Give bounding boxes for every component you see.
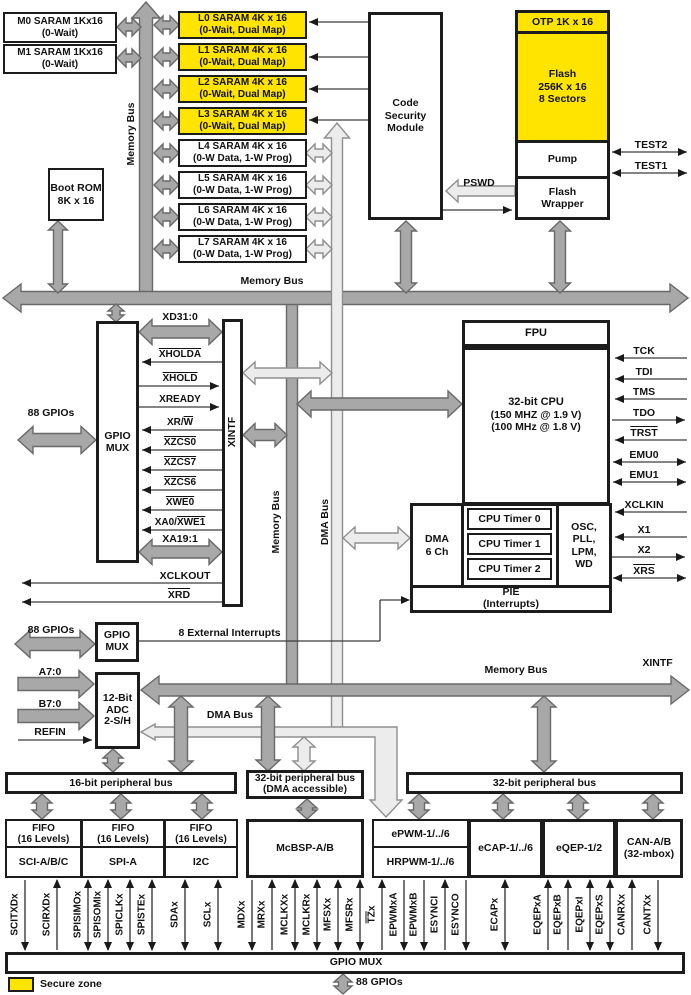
pin-label-tdo: TDO: [632, 407, 656, 419]
external-interrupts-label: 8 External Interrupts: [178, 627, 281, 639]
block-osc-pll-lpm-wd: OSC, PLL, LPM, WD: [556, 503, 612, 588]
csm-l3-line-head: [309, 116, 318, 124]
block-gpio-mux-1: GPIO MUX: [96, 321, 139, 563]
gpio-bar-88-link: [334, 974, 352, 994]
block-gpio-mux-2: GPIO MUX: [95, 622, 139, 662]
pin-label-mfsrx: MFSRx: [344, 897, 356, 932]
block-cpu-timer-0: CPU Timer 0: [467, 508, 552, 530]
block-boot-rom: Boot ROM 8K x 16: [48, 168, 104, 221]
adc-p16-link: [103, 749, 123, 772]
pin-label-tms: TMS: [632, 386, 656, 398]
xd31-bus: [139, 320, 222, 345]
block-l7-saram: L7 SARAM 4K x 16 (0-W Data, 1-W Prog): [178, 235, 307, 263]
signal-label-xrd: $\overline{XRD}$: [167, 589, 191, 601]
pin-label-canrxx: CANRXx: [616, 893, 628, 936]
l6-dma-link: [306, 208, 332, 226]
block-m0-saram: M0 SARAM 1Kx16 (0-Wait): [3, 12, 117, 43]
block-l6-saram: L6 SARAM 4K x 16 (0-W Data, 1-W Prog): [178, 203, 307, 231]
signal-label-xa19: XA19:1: [162, 533, 198, 545]
block-fifo-spi: FIFO (16 Levels): [81, 819, 165, 849]
l4-dma-link: [306, 144, 332, 162]
memory-bus-top-vertical-label: Memory Bus: [125, 102, 137, 166]
block-can: CAN-A/B (32-mbox): [615, 819, 683, 878]
pin-label-spistex: SPISTEx: [136, 893, 148, 936]
block-dma-6ch: DMA 6 Ch: [410, 503, 464, 588]
pin-label-esynci: ESYNCI: [429, 895, 441, 934]
p16-fifo2-link: [111, 794, 131, 819]
csm-bus-link: [396, 221, 417, 293]
m0-bus-link: [117, 18, 141, 36]
block-pump: Pump: [515, 140, 610, 179]
block-m1-saram: M1 SARAM 1Kx16 (0-Wait): [3, 44, 117, 74]
xintf-right-label: XINTF: [642, 657, 673, 669]
block-flash: Flash 256K x 16 8 Sectors: [515, 31, 610, 143]
pin-label-epwmxb: EPWMxB: [408, 892, 420, 937]
block-l0-saram: L0 SARAM 4K x 16 (0-Wait, Dual Map): [178, 11, 307, 39]
pin-label-test1: TEST1: [634, 160, 668, 172]
block-fpu: FPU: [462, 320, 610, 347]
pin-label-emu1: EMU1: [629, 469, 659, 481]
signal-label-xzcs6: XZCS6: [163, 477, 197, 488]
block-l1-saram: L1 SARAM 4K x 16 (0-Wait, Dual Map): [178, 43, 307, 71]
signal-label-xd31: XD31:0: [162, 311, 198, 323]
signal-label-refin: REFIN: [34, 726, 66, 738]
gpio-mux-bar-label: GPIO MUX: [329, 956, 383, 968]
dma-block-link: [343, 527, 410, 549]
pin-label-x1: X1: [637, 524, 651, 536]
p16-fifo1-link: [32, 794, 52, 819]
membus-p32-link: [532, 696, 556, 772]
pin-label-x2: X2: [637, 544, 651, 556]
block-adc: 12-Bit ADC 2-S/H: [95, 672, 140, 749]
p32-can-link: [643, 794, 663, 819]
signal-label-xzcs0: XZCS0: [163, 437, 197, 448]
l2-bus-link: [154, 80, 179, 98]
block-pie: PIE (Interrupts): [410, 585, 612, 613]
block-32bit-peripheral-bus-dma: 32-bit peripheral bus (DMA accessible): [246, 770, 364, 799]
secure-zone-swatch: [8, 977, 34, 992]
pin-label-mdxx: MDXx: [236, 900, 248, 929]
block-cpu-timer-2: CPU Timer 2: [467, 558, 552, 580]
block-epwm: ePWM-1/../6: [372, 819, 469, 849]
pin-label-sclx: SCLx: [202, 901, 214, 928]
p32dma-mcbsp-link: [297, 799, 317, 819]
csm-l2-line-head: [309, 85, 318, 93]
signal-label-xrw: $XR/\overline{W}$: [166, 417, 194, 428]
signal-label-xhold: XHOLD: [162, 373, 198, 384]
dma-bus-bottom-label: DMA Bus: [206, 709, 254, 721]
block-hrpwm: HRPWM-1/../6: [372, 846, 469, 878]
block-l2-saram: L2 SARAM 4K x 16 (0-Wait, Dual Map): [178, 75, 307, 103]
pin-label-scirxdx: SCIRXDx: [41, 892, 53, 937]
pin-label-sdax: SDAx: [169, 901, 181, 928]
signal-label-xa0-xwe1: XA0/XWE1: [154, 517, 206, 528]
block-sci: SCI-A/B/C: [5, 846, 82, 878]
p32-eqep-link: [568, 794, 588, 819]
secure-zone-label: Secure zone: [40, 978, 102, 990]
pin-label-mrxx: MRXx: [256, 900, 268, 929]
pin-label-eqepxs: EQEPxS: [594, 894, 606, 935]
pin-label-eqepxb: EQEPxB: [552, 894, 564, 935]
l7-bus-link: [154, 240, 179, 258]
l5-dma-link: [306, 176, 332, 194]
pin-label-test2: TEST2: [634, 139, 668, 151]
gpios-88-label-2: 88 GPIOs: [27, 624, 75, 636]
pin-label-tck: TCK: [633, 345, 655, 357]
p32-ecap-link: [493, 794, 513, 819]
memory-bus-top-label: Memory Bus: [240, 275, 304, 287]
l1-bus-link: [154, 48, 179, 66]
signal-label-xwe0: XWE0: [165, 497, 195, 508]
pin-label-eqepxa: EQEPxA: [532, 894, 544, 935]
memory-bus-bottom-horizontal: [141, 676, 689, 704]
xrd-line-head: [22, 598, 31, 606]
block-flash-wrapper: Flash Wrapper: [515, 176, 610, 220]
dma-bus-vertical-label: DMA Bus: [319, 498, 331, 546]
gpios-88-label-1: 88 GPIOs: [27, 407, 75, 419]
signal-label-a70: A7:0: [38, 666, 62, 678]
block-i2c: I2C: [164, 846, 238, 878]
pin-label-spisimox: SPISIMOx: [72, 890, 84, 939]
pin-label-mclkxx: MCLKXx: [279, 893, 291, 936]
signal-label-xclkout: XCLKOUT: [159, 570, 211, 582]
pin-label-emu0: EMU0: [629, 449, 659, 461]
gpios-88-bottom-label: 88 GPIOs: [356, 976, 403, 988]
block-l3-saram: L3 SARAM 4K x 16 (0-Wait, Dual Map): [178, 107, 307, 135]
pin-label-xclkin: XCLKIN: [624, 499, 664, 511]
pin-label-xrs: $\overline{XRS}$: [633, 565, 655, 577]
block-fifo-i2c: FIFO (16 Levels): [164, 819, 238, 849]
csm-wrapper-line-head: [503, 206, 512, 214]
p32-epwm-link: [409, 794, 429, 819]
pin-label-trst: TRST: [630, 427, 658, 439]
block-spi: SPI-A: [81, 846, 165, 878]
ext-int-line-head: [401, 596, 410, 604]
pin-label-spiclkx: SPICLKx: [114, 893, 126, 936]
pin-label-ecapx: ECAPx: [489, 897, 501, 932]
block-code-security-module: Code Security Module: [368, 12, 443, 220]
memory-bus-bottom-label: Memory Bus: [484, 664, 548, 676]
signal-label-xholda: XHOLDA: [158, 349, 202, 360]
block-eqep: eQEP-1/2: [542, 819, 616, 878]
block-cpu-timer-1: CPU Timer 1: [467, 533, 552, 555]
xintf-membus-link: [243, 424, 287, 447]
gpios-88-arrow-1: [18, 427, 96, 454]
block-fifo-sci: FIFO (16 Levels): [5, 819, 82, 849]
xclkout-line-head: [22, 579, 31, 587]
block-16bit-peripheral-bus: 16-bit peripheral bus: [5, 772, 237, 794]
gpio-mux1-bus-link: [108, 304, 124, 322]
pin-label-spisomix: SPISOMIx: [92, 890, 104, 939]
signal-label-b70: B7:0: [38, 698, 62, 710]
pin-label-epwmxa: EPWMxA: [388, 892, 400, 937]
l3-bus-link: [154, 112, 179, 130]
block-l4-saram: L4 SARAM 4K x 16 (0-W Data, 1-W Prog): [178, 139, 307, 167]
l6-bus-link: [154, 208, 179, 226]
membus-cpu-link: [297, 391, 462, 417]
pswd-label: PSWD: [463, 177, 495, 189]
m1-bus-link: [117, 49, 141, 67]
pin-label-eqepxi: EQEPxI: [574, 896, 586, 933]
pin-label-tzx: $\overline{TZ}x$: [366, 905, 378, 924]
block-mcbsp: McBSP-A/B: [246, 819, 364, 878]
pin-label-cantxx: CANTXx: [642, 894, 654, 935]
block-cpu: 32-bit CPU (150 MHZ @ 1.9 V) (100 MHz @ 1.8 V): [462, 347, 610, 505]
xintf-box-label: XINTF: [226, 416, 238, 448]
dmabus-p32dma-link: [293, 737, 315, 771]
memory-bus-mid-vertical-label: Memory Bus: [270, 490, 282, 554]
pin-label-scitxdx: SCITXDx: [9, 893, 21, 936]
p16-fifo3-link: [192, 794, 212, 819]
block-l5-saram: L5 SARAM 4K x 16 (0-W Data, 1-W Prog): [178, 171, 307, 199]
memory-bus-top-horizontal: [3, 284, 688, 312]
block-ecap: eCAP-1/../6: [468, 819, 543, 878]
csm-l0-line-head: [309, 18, 318, 26]
pin-label-mfsxx: MFSXx: [322, 897, 334, 932]
pin-label-tdi: TDI: [635, 366, 653, 378]
flash-bus-link: [550, 221, 571, 293]
block-otp: OTP 1K x 16: [515, 10, 610, 34]
l4-bus-link: [154, 144, 179, 162]
l7-dma-link: [306, 240, 332, 258]
csm-l1-line-head: [309, 53, 318, 61]
pin-label-mclkrx: MCLKRx: [301, 893, 313, 936]
signal-label-xzcs7: XZCS7: [163, 457, 197, 468]
pin-label-esynco: ESYNCO: [450, 893, 462, 936]
signal-label-xready: XREADY: [159, 394, 201, 405]
block-32bit-peripheral-bus: 32-bit peripheral bus: [406, 772, 683, 794]
l5-bus-link: [154, 176, 179, 194]
boot-rom-bus-link: [49, 221, 68, 293]
